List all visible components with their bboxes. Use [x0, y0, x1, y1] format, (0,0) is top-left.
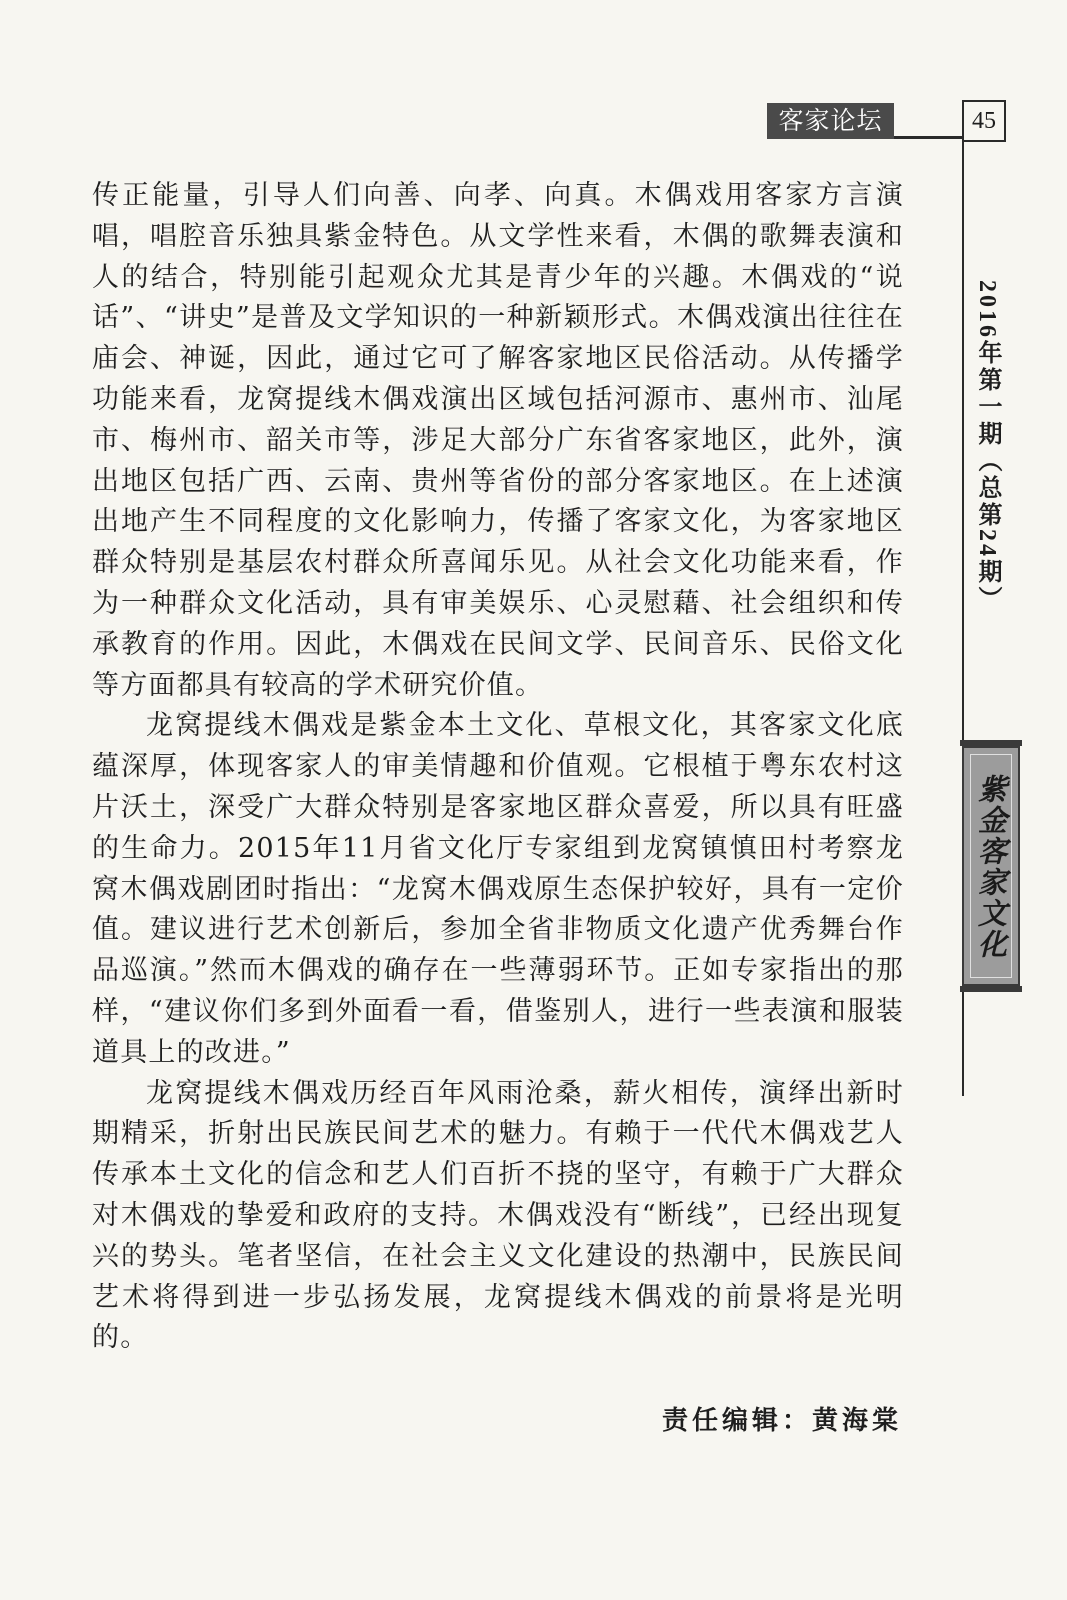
- page-number: 45: [962, 100, 1006, 142]
- margin-rule-lower: [962, 986, 964, 1096]
- paragraph-1: 传正能量，引导人们向善、向孝、向真。木偶戏用客家方言演唱，唱腔音乐独具紫金特色。从文学性来看，木偶的歌舞表演和人的结合，特别能引起观众尤其是青少年的兴趣。木偶戏的“说话”、“讲史”是普及文学知识的一种新颖形式。木偶戏演出往往在庙会、神诞，因此，通过它可了解客家地区民俗活动。从传播学功能来看，龙窝提线木偶戏演出区域包括河源市、惠州市、汕尾市、梅州市、韶关市等，涉足大部分广东省客家地区，此外，演出地区包括广西、云南、贵州等省份的部分客家地区。在上述演出地产生不同程度的文化影响力，传播了客家文化，为客家地区群众特别是基层农村群众所喜闻乐见。从社会文化功能来看，作为一种群众文化活动，具有审美娱乐、心灵慰藉、社会组织和传承教育的作用。因此，木偶戏在民间文学、民间音乐、民俗文化等方面都具有较高的学术研究价值。: [92, 180, 904, 701]
- paragraph-2: 龙窝提线木偶戏是紫金本土文化、草根文化，其客家文化底蕴深厚，体现客家人的审美情趣和价值观。它根植于粤东农村这片沃土，深受广大群众特别是客家地区群众喜爱，所以具有旺盛的生命力。2015年11月省文化厅专家组到龙窝镇慎田村考察龙窝木偶戏剧团时指出：“龙窝木偶戏原生态保护较好，具有一定价值。建议进行艺术创新后，参加全省非物质文化遗产优秀舞台作品巡演。”然而木偶戏的确存在一些薄弱环节。正如专家指出的那样，“建议你们多到外面看一看，借鉴别人，进行一些表演和服装道具上的改进。”: [92, 710, 904, 1068]
- column-title: 客家论坛: [767, 103, 894, 139]
- issue-label: 2016年第一期（总第24期）: [974, 280, 1000, 613]
- scroll-top-cap: [960, 740, 1022, 746]
- journal-logo-text: 紫金客家文化: [974, 774, 1008, 960]
- header-rule: [894, 136, 962, 139]
- paragraph-3: 龙窝提线木偶戏历经百年风雨沧桑，薪火相传，演绎出新时期精采，折射出民族民间艺术的魅力。有赖于一代代木偶戏艺人传承本土文化的信念和艺人们百折不挠的坚守，有赖于广大群众对木偶戏的挚爱和政府的支持。木偶戏没有“断线”，已经出现复兴的势头。笔者坚信，在社会主义文化建设的热潮中，民族民间艺术将得到进一步弘扬发展，龙窝提线木偶戏的前景将是光明的。: [92, 1077, 904, 1354]
- article-body: [92, 176, 904, 1359]
- editor-credit: 责任编辑：黄海棠: [661, 1406, 902, 1436]
- margin-rule-upper: [962, 138, 964, 746]
- journal-logo-scroll: [962, 746, 1020, 986]
- scroll-bottom-cap: [960, 986, 1022, 992]
